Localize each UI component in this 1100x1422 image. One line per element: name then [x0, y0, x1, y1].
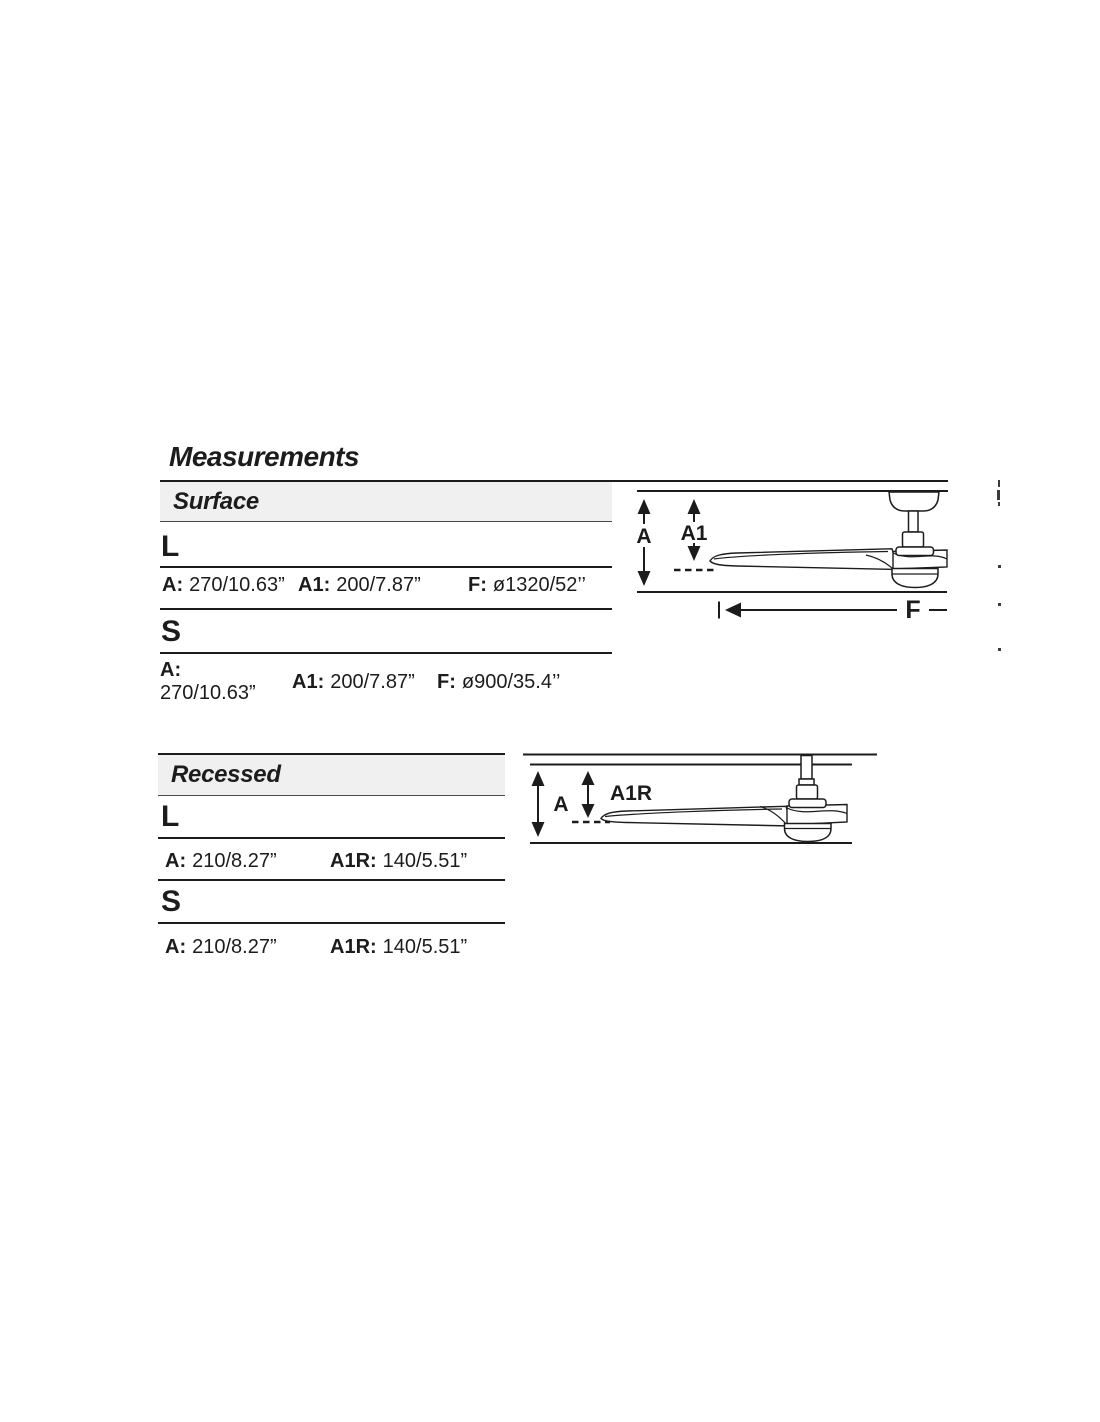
spec-a1-value: 200/7.87”: [336, 574, 421, 596]
spec-f-value: ø900/35.4’’: [461, 671, 561, 693]
recessed-header-bar: [158, 755, 505, 796]
spec-a1: [292, 671, 415, 694]
spec-a1-value: 200/7.87”: [330, 671, 415, 693]
motor-bottom-cup: [892, 569, 938, 588]
spec-a: [160, 659, 256, 705]
ceiling-fan-side-view: [710, 492, 947, 588]
spec-a1r: [330, 936, 467, 959]
surface-size-l: L: [161, 530, 180, 563]
spec-a: [165, 936, 277, 959]
dimension-label-a1r: A1R: [609, 782, 653, 805]
dimension-label-a1: A1: [680, 522, 708, 545]
spec-a1r-value: 140/5.51”: [382, 850, 468, 872]
spec-a-label: A:: [165, 936, 187, 958]
recessed-l-specs: [158, 850, 505, 890]
spec-a1r: [330, 850, 467, 873]
spec-a-label: A:: [165, 850, 187, 872]
spec-f-label: F:: [468, 574, 487, 596]
recessed-s-specs: [158, 936, 505, 976]
spec-f: [437, 671, 560, 694]
recessed-size-l: L: [161, 800, 180, 833]
motor-bottom-cup: [785, 824, 832, 842]
recessed-rule-2: [158, 879, 505, 881]
spec-a1r-value: 140/5.51”: [382, 936, 468, 958]
surface-rule-2: [160, 608, 612, 610]
motor-flange: [896, 547, 934, 556]
spec-a: [165, 850, 277, 873]
spec-a-label: A:: [160, 659, 182, 681]
spec-a-value: 270/10.63”: [189, 574, 285, 596]
surface-size-s: S: [161, 615, 182, 648]
rod-coupler: [797, 785, 818, 799]
spec-a1-label: A1:: [292, 671, 325, 693]
downrod: [909, 511, 919, 532]
canopy: [889, 492, 939, 511]
recessed-rule-3: [158, 922, 505, 924]
rod-collar: [799, 779, 814, 785]
spec-a-value: 210/8.27”: [192, 850, 277, 872]
spec-a1r-label: A1R:: [330, 850, 377, 872]
dimension-arrow-a1: [681, 499, 708, 561]
surface-diagram: [615, 475, 1010, 630]
spec-f-label: F:: [437, 671, 456, 693]
recessed-rule-1: [158, 837, 505, 839]
surface-header-bar: [160, 482, 612, 522]
spec-a-value: 270/10.63”: [160, 682, 256, 704]
spec-a1r-label: A1R:: [330, 936, 377, 958]
recessed-size-s: S: [161, 885, 182, 918]
dimension-arrow-a: [532, 771, 569, 837]
surface-s-specs: [160, 659, 612, 711]
spec-a-label: A:: [162, 574, 184, 596]
dimension-arrow-f: [719, 596, 947, 624]
spec-f-value: ø1320/52’’: [492, 574, 586, 596]
rod-coupler: [903, 532, 924, 547]
surface-header-label: Surface: [173, 487, 259, 515]
motor-flange: [789, 799, 826, 808]
spec-a-value: 210/8.27”: [192, 936, 277, 958]
surface-rule-1: [160, 566, 612, 568]
dimension-label-f: F: [905, 596, 921, 624]
spec-a1: [298, 574, 421, 597]
surface-rule-3: [160, 652, 612, 654]
spec-a: [162, 574, 285, 597]
downrod: [801, 756, 812, 780]
page-title: Measurements: [169, 441, 360, 472]
dimension-label-a: A: [636, 525, 652, 548]
recessed-diagram: [515, 745, 895, 850]
recessed-header-label: Recessed: [171, 761, 281, 788]
spec-f: [468, 574, 586, 597]
spec-a1-label: A1:: [298, 574, 331, 596]
dimension-label-a: A: [553, 793, 569, 816]
dimension-arrow-a: [636, 499, 651, 586]
